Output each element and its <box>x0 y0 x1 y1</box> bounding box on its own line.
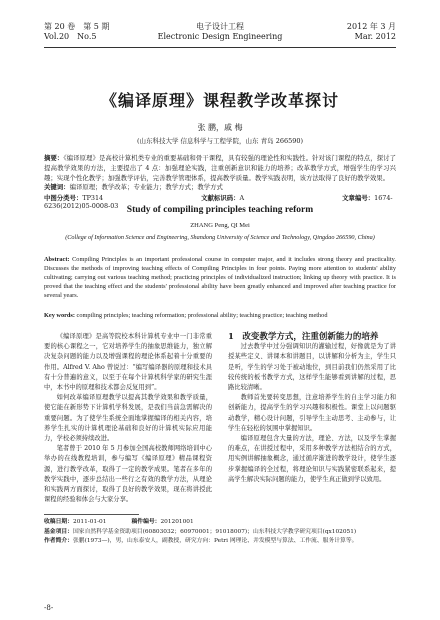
class-number-label: 中图分类号： <box>44 194 83 202</box>
page-number: -8- <box>44 604 54 612</box>
author-bio-label: 作者简介： <box>44 538 73 544</box>
keywords-cn <box>44 182 396 191</box>
affiliation-en: (College of Information Science and Engineering, Shandong University of Science and Technology, Qingdao 266590, China) <box>65 234 375 241</box>
fund-label: 基金项目： <box>44 528 73 535</box>
footnote-author <box>44 537 396 547</box>
abstract-en <box>44 255 396 300</box>
article-number-value: 1674-6236(2012)05-0008-03 <box>44 194 393 210</box>
journal-cn: 电子设计工程 <box>196 22 244 31</box>
manuscript-number: 201201001 <box>160 519 194 525</box>
doc-code-value: A <box>239 194 245 202</box>
body-paragraph: 编译原理包含大量的方法，理论、方法，以及学生掌握的难点，在讲授过程中，采用多种教学方法相结合的方式，用实例讲解抽象概念，通过循序渐进的教学设计，使学生逐步掌握编译的全过程，将理论知识与实践紧密联系起来，提高学生解决实际问题的能力，使学生真正做到学以致用。 <box>228 435 396 483</box>
affiliation-cn: (山东科技大学 信息科学与工程学院，山东 青岛 266590) <box>136 137 304 145</box>
abstract-en-label: Abstract: <box>44 256 70 263</box>
body-paragraph: 《编译原理》是高等院校本科计算机专业中一门非常重要的核心课程之一，它对培养学生的抽象思维能力，独立解决复杂问题的能力以及增强课程的理论体系起着十分重要的作用。Alfred V. Aho 曾说过：“编写编译器的原理和技术具有十分普遍的意义，以至于在每个计算机科学家的研究生涯中，本书中的原理和技术都会反复用到”。 <box>44 333 212 392</box>
abstract-cn <box>44 153 396 183</box>
abstract-cn-label: 摘要： <box>44 154 64 162</box>
body-right-column <box>228 332 396 485</box>
keywords-cn-label: 关键词： <box>44 183 70 191</box>
abstract-en-text: Compiling Principles is an important professional course in computer major, and it includes strong theory and practicality. Discusses the methods of improving teaching effects of Compiling Principles in four points. Paying more attention to students' ability cultivating; carrying out various teaching method; practicing principles of individualized instruction; linking up theory with practice. It is proved that the teaching effect and the students' professional ability have been greatly enhanced and improved after teaching practice for several years. <box>44 256 396 299</box>
running-header <box>44 22 396 46</box>
date-en: Mar. 2012 <box>354 32 396 41</box>
keywords-en <box>44 312 396 319</box>
paper-title-cn: 《编译原理》课程教学改革探讨 <box>100 91 339 110</box>
received-date: 2011-01-01 <box>73 519 107 525</box>
fund-text: 国家自然科学基金资助项目(60803032；60970001；91018007)；山东科技大学教学研究项目(qx102051) <box>73 528 357 535</box>
doc-code <box>201 194 292 202</box>
volume-cn: 第 20 卷 第 5 期 <box>44 22 110 31</box>
journal-name <box>44 22 396 42</box>
author-bio-text: 张鹏(1973—)，男，山东泰安人，副教授，研究方向：Petri 网理论、并发模型与算法、工作流、服务计算等。 <box>73 538 358 544</box>
authors-en: ZHANG Peng, QI Mei <box>190 222 250 229</box>
footnote-fund <box>44 528 396 538</box>
body-paragraph: 如何改革编译原理教学以提高其教学效果和教学质量，使它能在新形势下计算机学科发展，是我们当前急需解决的重要问题。为了使学生系统全面地掌握编译的相关内容，培养学生扎实的计算机理论基础和良好的计算机实际应用能力，学校必须持续改进。 <box>44 394 212 443</box>
footnote-dates <box>44 518 396 528</box>
body-paragraph: 笔者曾于 2010 年 5 月参加全国高校教师网络培训中心举办的在线教程培训，参与编写《编译原理》精品课程资源，进行教学改革，取得了一定的教学成果。笔者在多年的教学实践中，逐步总结出一些行之有效的教学方法，从理论和实践两方面探讨，取得了良好的教学效果，现在将讲授此课程的经验和体会与大家分享。 <box>44 445 212 504</box>
keywords-en-text: compiling principles; teaching reformation; professional ability; teaching practice; teaching method <box>76 312 328 319</box>
volume-en: Vol.20 No.5 <box>44 32 97 41</box>
authors-cn: 张 鹏，戚 梅 <box>197 123 243 132</box>
abstract-cn-text: 《编译原理》是高校计算机类专业的重要基础和骨干课程，具有较强的理论性和实践性。针对该门课程的特点，探讨了提高教学效果的方法，主要提出了 4 点：加强理论实践，注重创新意识和能力的培养；改革教学方式，增强学生的学习兴趣；实现个性化教学；加强教学评估，完善教学管理体系，提高教学质量。教学实践表明，该方法取得了良好的教学效果。 <box>44 154 396 182</box>
body-paragraph: 过去教学中过分强调知识的灌输过程，好像就是为了讲授某些定义、讲课本和讲题目，以讲解和分析为主，学生只是听，学生的学习处于被动地位，到目前我们仍然采用了比较传统的板书教学方式，这样学生能够看到讲解的过程，思路比较清晰。 <box>228 343 396 392</box>
doc-code-label: 文献标识码： <box>201 194 240 202</box>
date-cn: 2012 年 3 月 <box>346 22 396 31</box>
keywords-en-label: Key words: <box>44 312 75 319</box>
class-number <box>44 194 151 202</box>
body-left-column <box>44 332 212 505</box>
footnote <box>44 518 396 547</box>
paper-title-en: Study of compiling principles teaching reform <box>126 205 314 215</box>
issue-date <box>347 22 396 42</box>
class-number-value: TP314 <box>82 194 104 202</box>
header-rule <box>44 47 396 48</box>
section-heading: 1 改变教学方式，注重创新能力的培养 <box>228 332 379 342</box>
received-label: 收稿日期： <box>44 519 73 525</box>
journal-en: Electronic Design Engineering <box>157 32 283 41</box>
keywords-cn-text: 编译原理；教学改革；专业能力；教学方式；教学方式 <box>69 183 223 191</box>
body-paragraph: 教师首先要转变思想，注意培养学生的自主学习能力和创新能力，提高学生的学习兴趣和积极性。课堂上以问题驱动教学，精心设计问题，引导学生主动思考、主动参与，让学生在轻松的氛围中掌握知识。 <box>228 394 396 432</box>
manuscript-label: 稿件编号： <box>131 519 161 525</box>
article-number-label: 文章编号： <box>342 194 375 202</box>
footnote-rule <box>44 514 139 515</box>
